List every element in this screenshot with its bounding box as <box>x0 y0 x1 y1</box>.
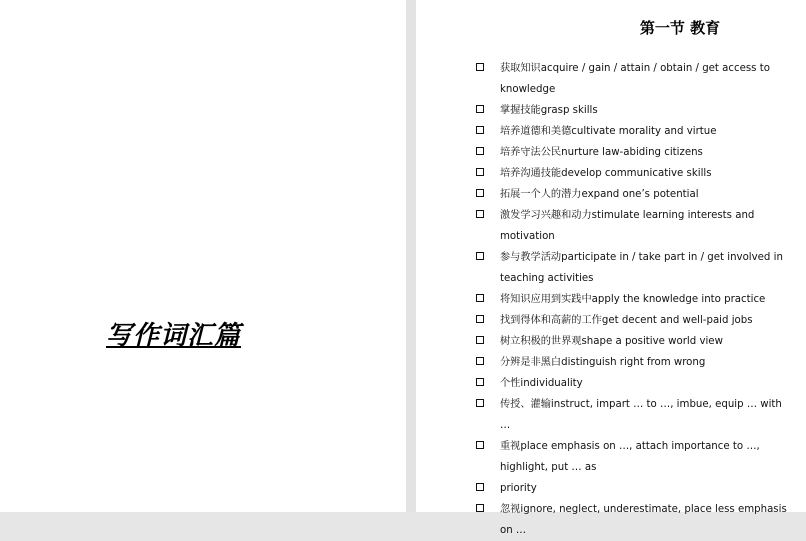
checkbox-icon[interactable] <box>476 504 484 512</box>
checkbox-icon[interactable] <box>476 336 484 344</box>
page-gutter <box>406 0 416 512</box>
checkbox-icon[interactable] <box>476 63 484 71</box>
list-item: 培养道德和美德cultivate morality and virtue <box>476 121 788 142</box>
checkbox-icon[interactable] <box>476 105 484 113</box>
list-item: 树立积极的世界观shape a positive world view <box>476 331 788 352</box>
list-item: 参与教学活动participate in / take part in / get involved in teaching activities <box>476 247 788 289</box>
list-item: priority <box>476 478 788 499</box>
checkbox-icon[interactable] <box>476 168 484 176</box>
list-item: 个性individuality <box>476 373 788 394</box>
list-item: 传授、灌输instruct, impart … to …, imbue, equip … with … <box>476 394 788 436</box>
section-title: 第一节 教育 <box>639 19 721 37</box>
list-item: 将知识应用到实践中apply the knowledge into practice <box>476 289 788 310</box>
list-item: 培养守法公民nurture law-abiding citizens <box>476 142 788 163</box>
checkbox-icon[interactable] <box>476 399 484 407</box>
list-item: 重视place emphasis on …, attach importance to …, highlight, put … as <box>476 436 788 478</box>
list-item: 分辨是非黑白distinguish right from wrong <box>476 352 788 373</box>
checkbox-icon[interactable] <box>476 252 484 260</box>
checkbox-icon[interactable] <box>476 210 484 218</box>
vocabulary-list <box>476 58 788 541</box>
checkbox-icon[interactable] <box>476 126 484 134</box>
checkbox-icon[interactable] <box>476 294 484 302</box>
cover-title: 写作词汇篇 <box>106 321 242 351</box>
checkbox-icon[interactable] <box>476 147 484 155</box>
list-item: 忽视ignore, neglect, underestimate, place less emphasis on … <box>476 499 788 541</box>
checkbox-icon[interactable] <box>476 315 484 323</box>
list-item: 拓展一个人的潜力expand one’s potential <box>476 184 788 205</box>
list-item: 找到得体和高薪的工作get decent and well-paid jobs <box>476 310 788 331</box>
checkbox-icon[interactable] <box>476 378 484 386</box>
checkbox-icon[interactable] <box>476 483 484 491</box>
checkbox-icon[interactable] <box>476 441 484 449</box>
list-item: 获取知识acquire / gain / attain / obtain / get access to knowledge <box>476 58 788 100</box>
right-page <box>416 0 806 536</box>
list-item: 培养沟通技能develop communicative skills <box>476 163 788 184</box>
left-page <box>0 0 406 512</box>
list-item: 掌握技能grasp skills <box>476 100 788 121</box>
checkbox-icon[interactable] <box>476 357 484 365</box>
checkbox-icon[interactable] <box>476 189 484 197</box>
list-item: 激发学习兴趣和动力stimulate learning interests and motivation <box>476 205 788 247</box>
